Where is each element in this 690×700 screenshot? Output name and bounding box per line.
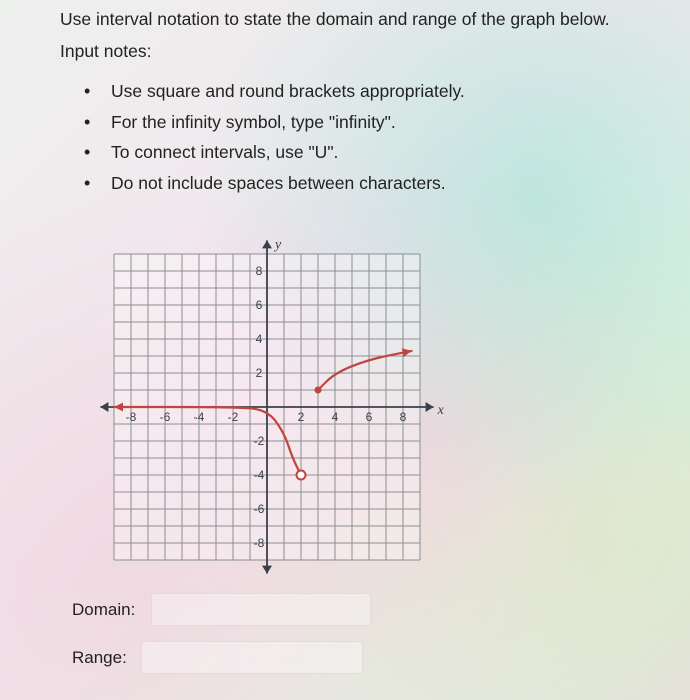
domain-input[interactable] bbox=[151, 593, 371, 626]
x-tick-label: -2 bbox=[227, 410, 239, 424]
y-tick-label: -6 bbox=[253, 502, 265, 516]
y-tick-label: 4 bbox=[255, 332, 263, 346]
x-tick-label: 2 bbox=[297, 410, 305, 424]
note-union: • To connect intervals, use "U". bbox=[84, 141, 465, 172]
x-tick-label: 6 bbox=[365, 410, 373, 424]
x-axis-arrow-right bbox=[426, 402, 434, 412]
input-notes-heading: Input notes: bbox=[60, 41, 152, 61]
x-tick-label: 8 bbox=[399, 410, 407, 424]
x-tick-label: 4 bbox=[331, 410, 339, 424]
open-endpoint bbox=[297, 471, 306, 480]
y-tick-label: -2 bbox=[253, 434, 265, 448]
function-graph bbox=[95, 225, 444, 580]
y-tick-label: -4 bbox=[253, 468, 265, 482]
x-axis-label: x bbox=[437, 403, 444, 418]
question-title: Use interval notation to state the domain and range of the graph below. bbox=[60, 9, 610, 29]
y-tick-label: 8 bbox=[255, 264, 263, 278]
y-axis-label: y bbox=[275, 237, 282, 253]
y-tick-label: 6 bbox=[255, 298, 263, 312]
y-tick-label: 2 bbox=[255, 366, 263, 380]
x-tick-label: -8 bbox=[125, 410, 137, 424]
y-axis-arrow-down bbox=[262, 566, 272, 574]
x-tick-label: -4 bbox=[193, 410, 205, 424]
y-axis-arrow-up bbox=[262, 240, 272, 248]
x-tick-label: -6 bbox=[159, 410, 171, 424]
note-infinity: • For the infinity symbol, type "infinity". bbox=[84, 111, 465, 142]
note-spaces: • Do not include spaces between characters. bbox=[84, 172, 465, 203]
note-brackets: • Use square and round brackets appropriately. bbox=[84, 80, 465, 111]
domain-label: Domain: bbox=[72, 600, 136, 619]
closed-endpoint bbox=[315, 387, 322, 394]
x-axis-arrow-left bbox=[100, 402, 108, 412]
y-tick-label: -8 bbox=[253, 536, 265, 550]
input-notes-list bbox=[84, 80, 465, 202]
range-label: Range: bbox=[72, 648, 127, 667]
range-input[interactable] bbox=[141, 641, 363, 674]
